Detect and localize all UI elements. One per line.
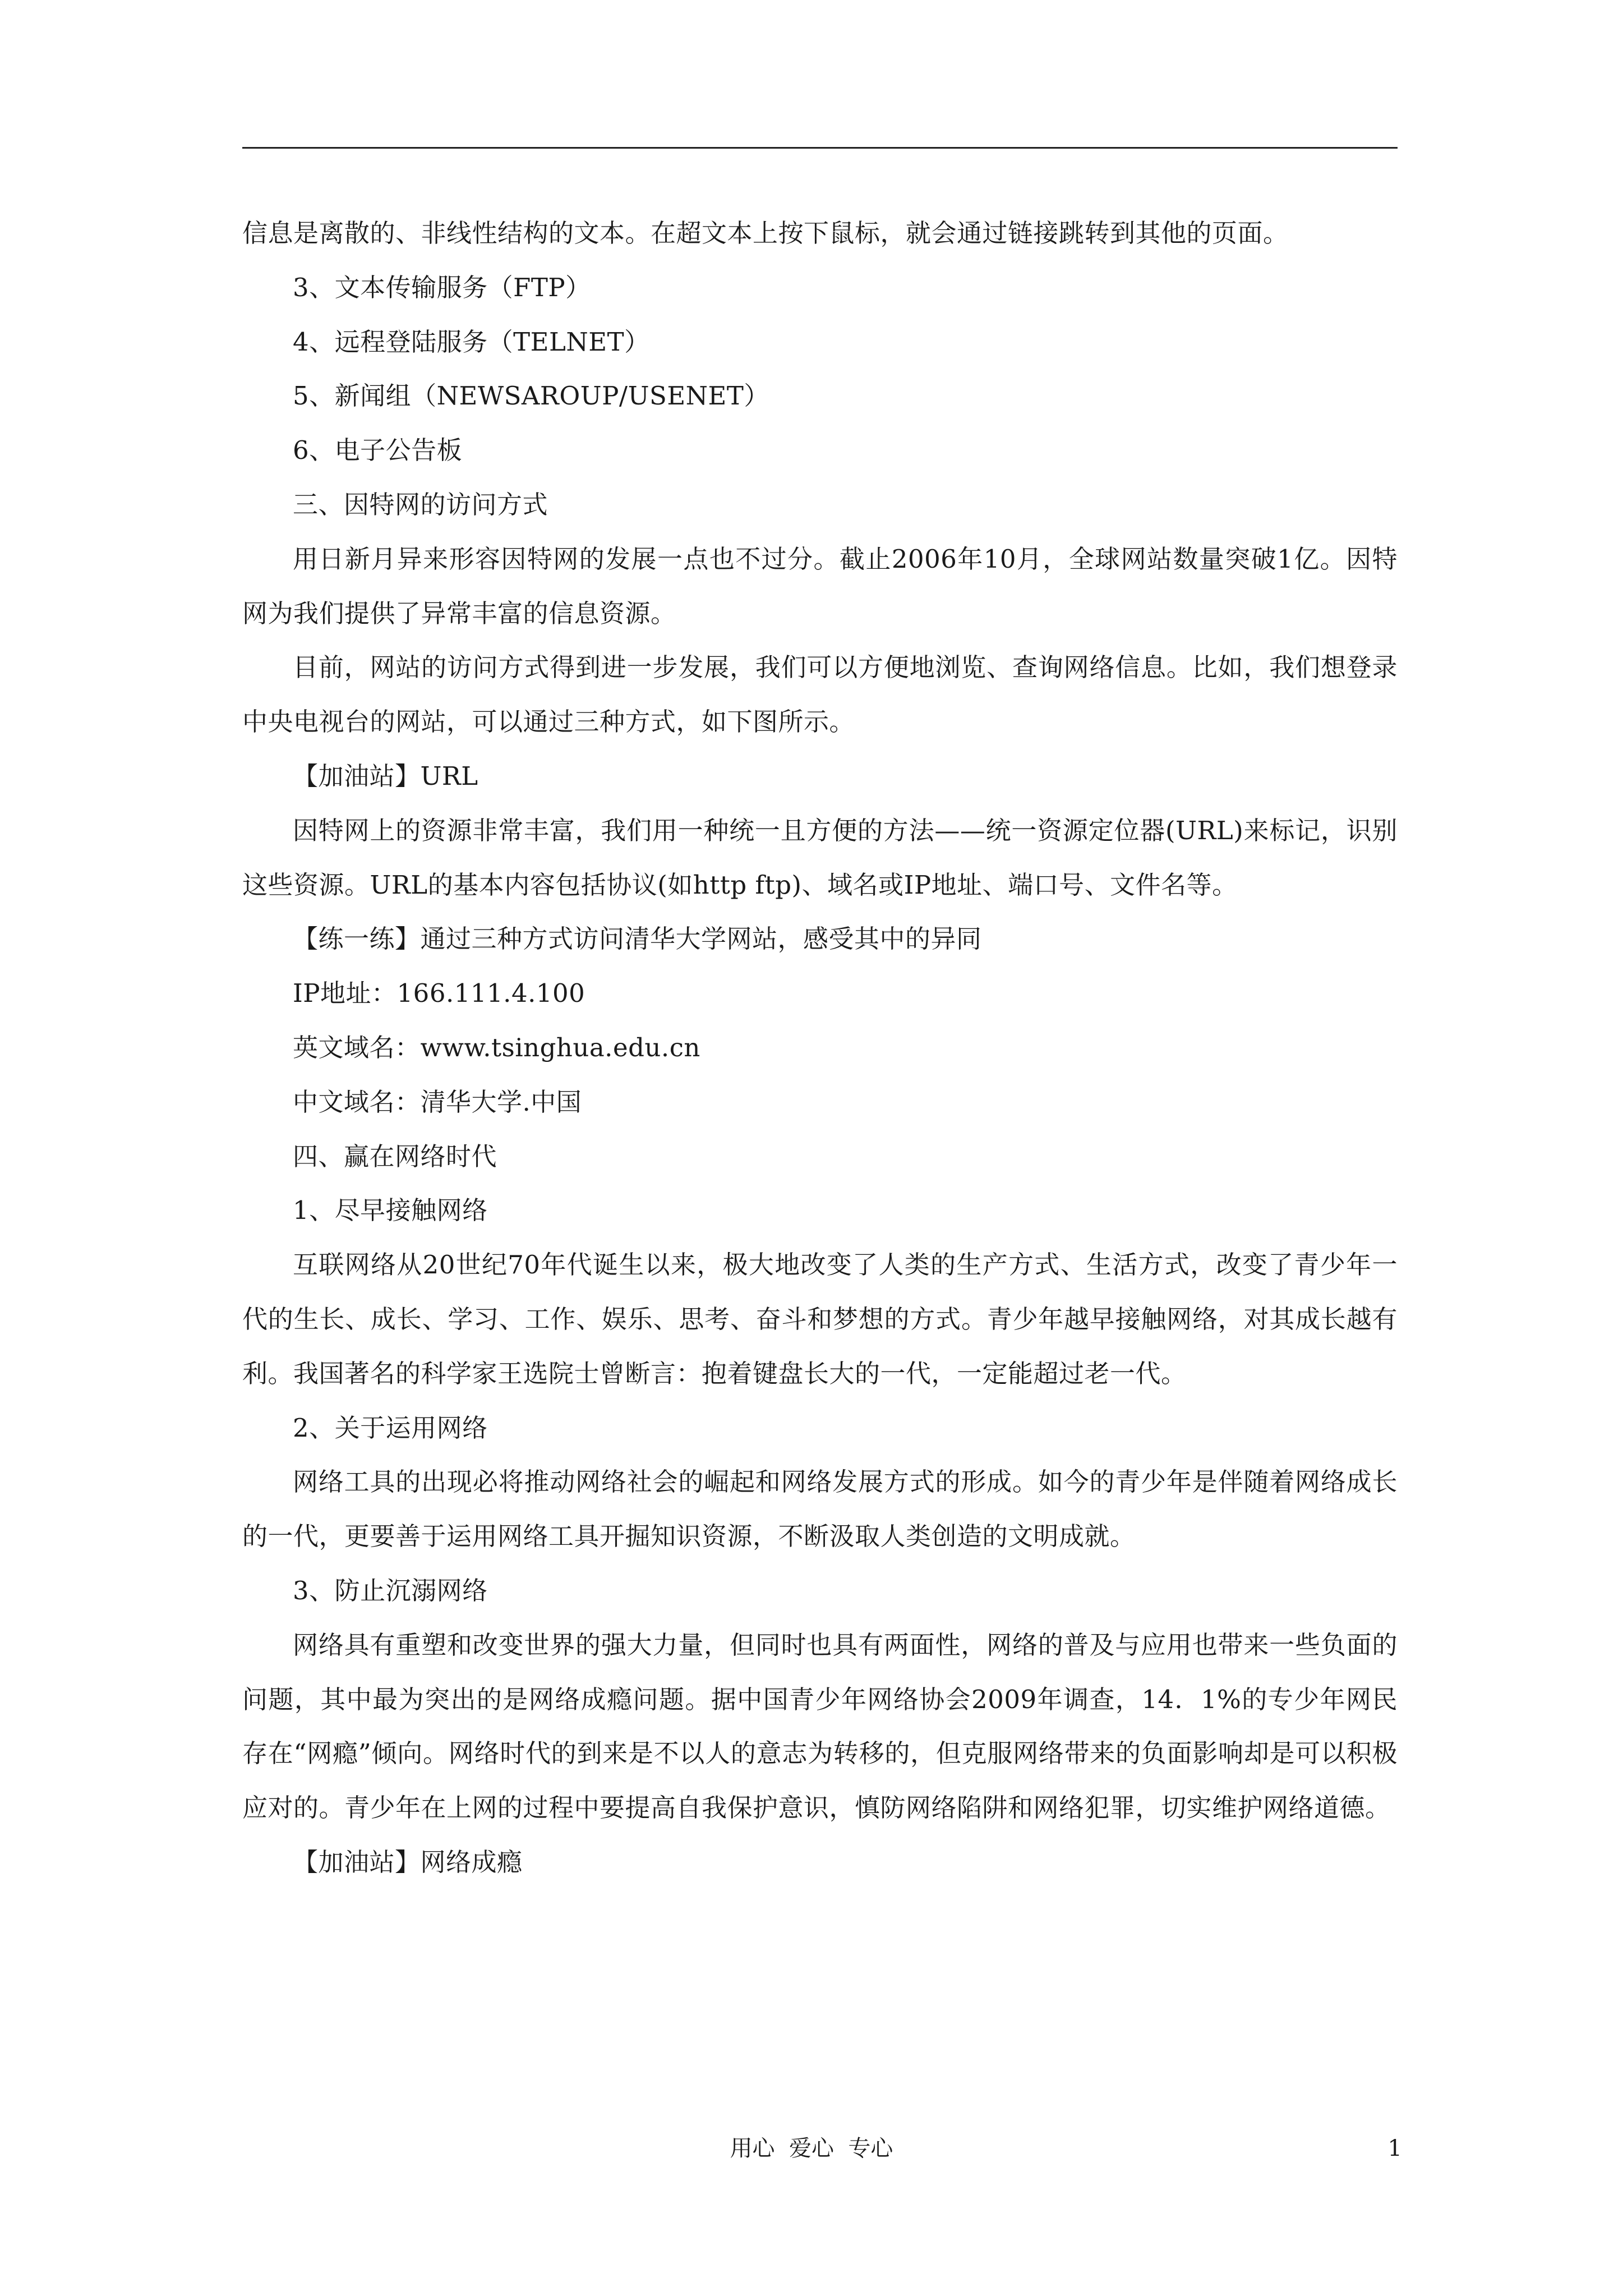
- body-text: [242, 206, 1398, 1890]
- paragraph: 中文域名：清华大学.中国: [293, 1087, 582, 1117]
- paragraph: 【练一练】通过三种方式访问清华大学网站，感受其中的异同: [293, 924, 982, 954]
- paragraph: 5、新闻组（NEWSAROUP/USENET）: [293, 381, 769, 411]
- paragraph: IP地址：166.111.4.100: [293, 978, 585, 1009]
- header-rule: [242, 147, 1398, 149]
- paragraph: 【加油站】URL: [293, 761, 478, 791]
- paragraph: 4、远程登陆服务（TELNET）: [293, 326, 650, 357]
- paragraph: 目前，网站的访问方式得到进一步发展，我们可以方便地浏览、查询网络信息。比如，我们想登录中央电视台的网站，可以通过三种方式，如下图所示。: [242, 652, 1398, 737]
- paragraph: 三、因特网的访问方式: [293, 489, 548, 519]
- paragraph: 6、电子公告板: [293, 435, 463, 466]
- paragraph: 【加油站】网络成瘾: [293, 1847, 523, 1877]
- footer-motto: 用心 爱心 专心: [730, 2136, 893, 2161]
- paragraph: 用日新月异来形容因特网的发展一点也不过分。截止2006年10月，全球网站数量突破1亿。因特网为我们提供了异常丰富的信息资源。: [242, 544, 1398, 628]
- paragraph: 四、赢在网络时代: [293, 1141, 497, 1171]
- paragraph: 网络具有重塑和改变世界的强大力量，但同时也具有两面性，网络的普及与应用也带来一些负面的问题，其中最为突出的是网络成瘾问题。据中国青少年网络协会2009年调查，14．1%的专少年网民存在“网瘾”倾向。网络时代的到来是不以人的意志为转移的，但克服网络带来的负面影响却是可以积极应对的。青少年在上网的过程中要提高自我保护意识，慎防网络陷阱和网络犯罪，切实维护网络道德。: [242, 1630, 1398, 1823]
- paragraph: 互联网络从20世纪70年代诞生以来，极大地改变了人类的生产方式、生活方式，改变了青少年一代的生长、成长、学习、工作、娱乐、思考、奋斗和梦想的方式。青少年越早接触网络，对其成长越有利。我国著名的科学家王选院士曾断言：抱着键盘长大的一代，一定能超过老一代。: [242, 1250, 1398, 1388]
- paragraph: 因特网上的资源非常丰富，我们用一种统一且方便的方法——统一资源定位器(URL)来标记，识别这些资源。URL的基本内容包括协议(如http ftp)、域名或IP地址、端口号、文件名等。: [242, 815, 1398, 900]
- paragraph: 2、关于运用网络: [293, 1412, 488, 1443]
- paragraph: 英文域名：www.tsinghua.edu.cn: [293, 1032, 700, 1062]
- paragraph: 信息是离散的、非线性结构的文本。在超文本上按下鼠标，就会通过链接跳转到其他的页面。: [242, 218, 1289, 248]
- paragraph: 3、文本传输服务（FTP）: [293, 272, 591, 302]
- paragraph: 3、防止沉溺网络: [293, 1575, 488, 1605]
- paragraph: 1、尽早接触网络: [293, 1195, 488, 1226]
- page-number: 1: [1387, 2136, 1402, 2161]
- paragraph: 网络工具的出现必将推动网络社会的崛起和网络发展方式的形成。如今的青少年是伴随着网络成长的一代，更要善于运用网络工具开掘知识资源，不断汲取人类创造的文明成就。: [242, 1467, 1398, 1552]
